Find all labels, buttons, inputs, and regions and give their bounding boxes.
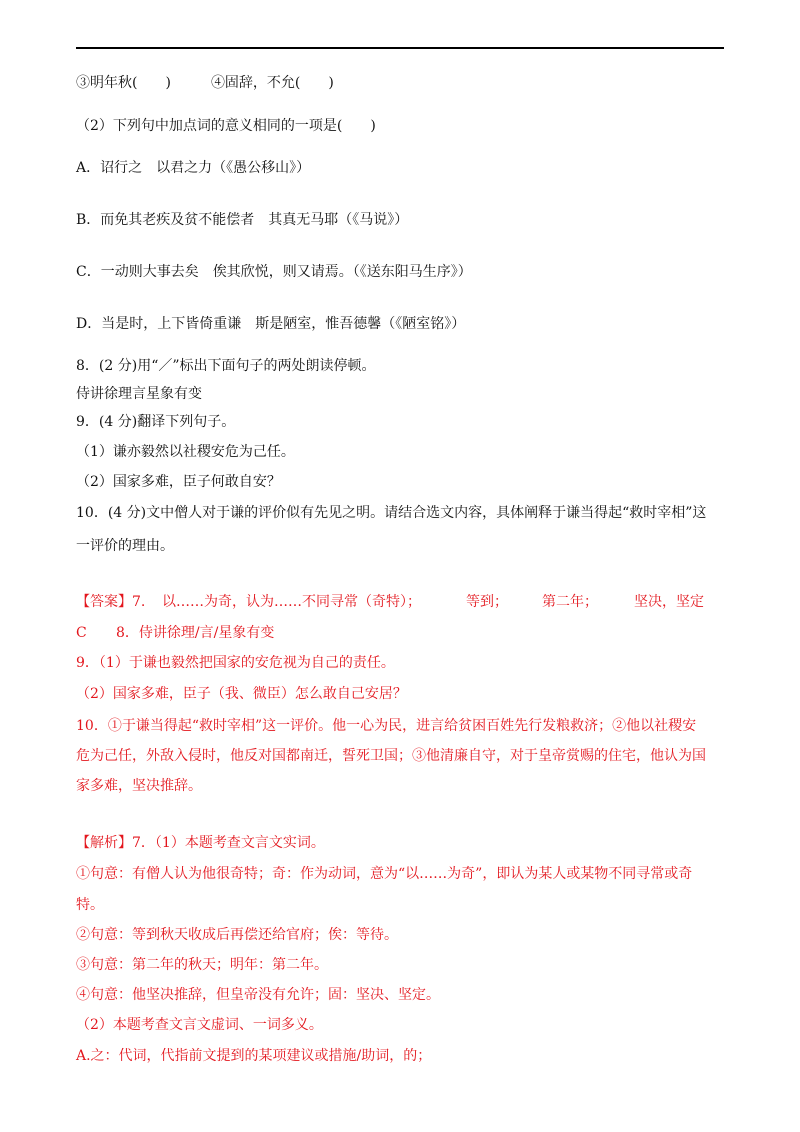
analysis-line-7: A.之：代词，代指前文提到的某项建议或措施/助词，的； — [76, 1048, 432, 1064]
analysis-line-1: ①句意：有僧人认为他很奇特；奇：作为动词，意为“以……为奇”，即认为某人或某物不同寻常或奇 — [76, 866, 693, 882]
analysis-line-5: ④句意：他坚决推辞，但皇帝没有允许；固：坚决、坚定。 — [76, 987, 440, 1003]
option-a: A．诏行之 以君之力（《愚公移山》） — [76, 160, 311, 176]
q7-items-line — [76, 73, 334, 93]
answer-7-3: 第二年； — [542, 594, 598, 610]
answer-10-line-1: 10．①于谦当得起“救时宰相”这一评价。他一心为民，进言给贫困百姓先行发粮救济；②他以社稷安 — [76, 718, 697, 734]
analysis-line-2: 特。 — [76, 897, 104, 913]
analysis-line-6: （2）本题考查文言文虚词、一词多义。 — [76, 1017, 323, 1033]
answer-8: 8．侍讲徐理/言/星象有变 — [116, 625, 275, 641]
q8-sentence: 侍讲徐理言星象有变 — [76, 386, 202, 402]
answer-9-2: （2）国家多难，臣子（我、微臣）怎么敢自己安居？ — [76, 686, 407, 702]
option-b: B．而免其老疾及贫不能偿者 其真无马耶（《马说》） — [76, 212, 409, 228]
analysis-line-3: ②句意：等到秋天收成后再偿还给官府；俟：等待。 — [76, 927, 398, 943]
analysis-label: 【解析】 — [76, 835, 132, 851]
q10-prompt-line-1: 10．(4 分)文中僧人对于谦的评价似有先见之明。请结合选文内容，具体阐释于谦当得起“救时宰相”这 — [76, 505, 707, 521]
q8-prompt: 8．(2 分)用“／”标出下面句子的两处朗读停顿。 — [76, 358, 376, 374]
answer-7-choice: C — [76, 625, 87, 641]
analysis-line-4: ③句意：第二年的秋天；明年：第二年。 — [76, 957, 328, 973]
q7-sub2: （2）下列句中加点词的意义相同的一项是( ) — [76, 118, 376, 134]
q9-prompt: 9．(4 分)翻译下列句子。 — [76, 414, 236, 430]
q9-sentence-2: （2）国家多难，臣子何敢自安？ — [76, 474, 281, 490]
answer-9-1: 9．（1）于谦也毅然把国家的安危视为自己的责任。 — [76, 655, 395, 671]
answer-7-2: 等到； — [466, 594, 508, 610]
answer-row-1 — [0, 592, 800, 612]
answer-row-2 — [0, 623, 800, 643]
q9-sentence-1: （1）谦亦毅然以社稷安危为己任。 — [76, 444, 295, 460]
answer-7-1: 以……为奇，认为……不同寻常（奇特）； — [162, 594, 421, 610]
answer-label: 【答案】7. — [76, 594, 146, 610]
answer-10-line-3: 家多难，坚决推辞。 — [76, 778, 202, 794]
analysis-head: 【解析】7．（1）本题考查文言文实词。 — [76, 835, 325, 851]
answer-7-4: 坚决，坚定 — [634, 594, 704, 610]
q10-prompt-line-2: 一评价的理由。 — [76, 538, 174, 554]
q7-item-3: ③明年秋( ) — [76, 75, 171, 91]
answer-10-line-2: 危为己任，外敌入侵时，他反对国都南迁，誓死卫国；③他清廉自守，对于皇帝赏赐的住宅，他认为国 — [76, 748, 706, 764]
q7-item-4: ④固辞，不允( ) — [210, 75, 334, 91]
header-rule — [76, 47, 724, 49]
option-c: C．一动则大事去矣 俟其欣悦，则又请焉。（《送东阳马生序》） — [76, 264, 472, 280]
option-d: D．当是时，上下皆倚重谦 斯是陋室，惟吾德馨（《陋室铭》） — [76, 316, 466, 332]
